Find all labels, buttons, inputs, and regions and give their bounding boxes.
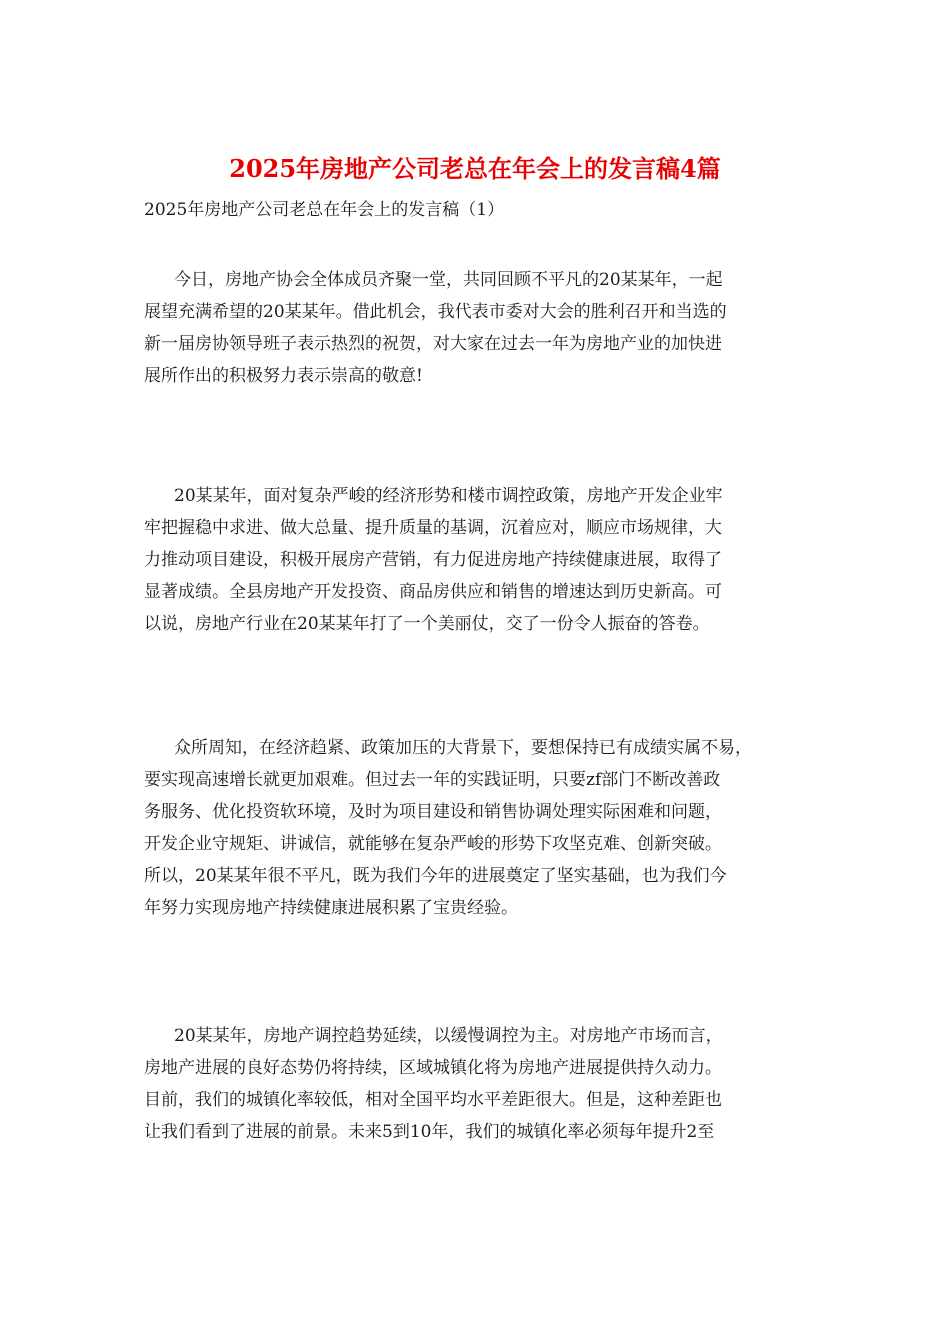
paragraph-line: 今日，房地产协会全体成员齐聚一堂，共同回顾不平凡的20某某年，一起: [174, 270, 723, 290]
paragraph-2: [144, 480, 804, 640]
document-subtitle: 2025年房地产公司老总在年会上的发言稿（1）: [144, 200, 505, 220]
paragraph-3: [144, 732, 804, 924]
paragraph-line: 牢把握稳中求进、做大总量、提升质量的基调，沉着应对，顺应市场规律，大: [144, 518, 722, 538]
document-title: 2025年房地产公司老总在年会上的发言稿4篇: [229, 154, 721, 183]
paragraph-line: 以说，房地产行业在20某某年打了一个美丽仗，交了一份令人振奋的答卷。: [144, 614, 710, 634]
paragraph-line: 目前，我们的城镇化率较低，相对全国平均水平差距很大。但是，这种差距也: [144, 1090, 722, 1110]
paragraph-line: 20某某年，面对复杂严峻的经济形势和楼市调控政策，房地产开发企业牢: [174, 486, 723, 506]
paragraph-line: 力推动项目建设，积极开展房产营销，有力促进房地产持续健康进展，取得了: [144, 550, 722, 570]
paragraph-4: [144, 1020, 804, 1148]
paragraph-line: 展所作出的积极努力表示崇高的敬意!: [144, 366, 423, 386]
paragraph-line: 20某某年，房地产调控趋势延续，以缓慢调控为主。对房地产市场而言，: [174, 1026, 723, 1046]
paragraph-line: 让我们看到了进展的前景。未来5到10年，我们的城镇化率必须每年提升2至: [144, 1122, 715, 1142]
paragraph-line: 新一届房协领导班子表示热烈的祝贺，对大家在过去一年为房地产业的加快进: [144, 334, 722, 354]
paragraph-line: 务服务、优化投资软环境，及时为项目建设和销售协调处理实际困难和问题，: [144, 802, 722, 822]
paragraph-1: [144, 264, 804, 392]
paragraph-line: 众所周知，在经济趋紧、政策加压的大背景下，要想保持已有成绩实属不易，: [174, 738, 752, 758]
paragraph-line: 房地产进展的良好态势仍将持续，区域城镇化将为房地产进展提供持久动力。: [144, 1058, 722, 1078]
paragraph-line: 展望充满希望的20某某年。借此机会，我代表市委对大会的胜利召开和当选的: [144, 302, 727, 322]
paragraph-line: 所以，20某某年很不平凡，既为我们今年的进展奠定了坚实基础，也为我们今: [144, 866, 727, 886]
paragraph-line: 要实现高速增长就更加艰难。但过去一年的实践证明，只要zf部门不断改善政: [144, 770, 721, 790]
paragraph-line: 年努力实现房地产持续健康进展积累了宝贵经验。: [144, 898, 518, 918]
paragraph-line: 显著成绩。全县房地产开发投资、商品房供应和销售的增速达到历史新高。可: [144, 582, 722, 602]
paragraph-line: 开发企业守规矩、讲诚信，就能够在复杂严峻的形势下攻坚克难、创新突破。: [144, 834, 722, 854]
